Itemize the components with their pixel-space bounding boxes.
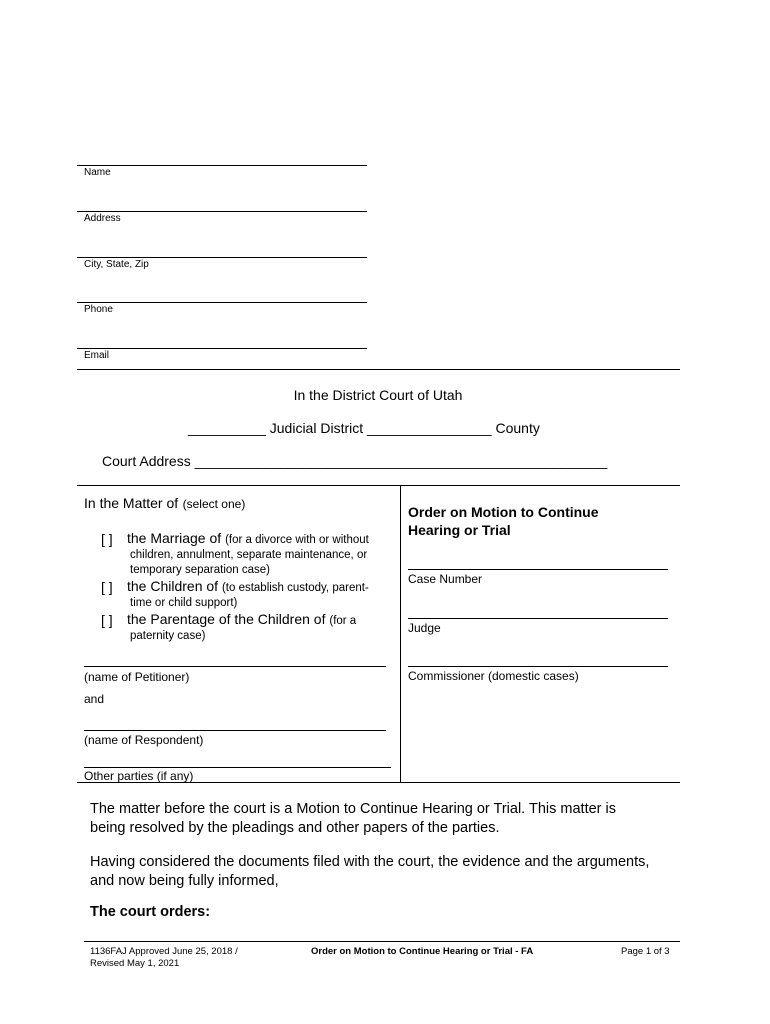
county-blank[interactable]: ________________ [367, 420, 492, 436]
email-label: Email [84, 350, 110, 361]
petitioner-label: (name of Petitioner) [84, 670, 190, 684]
email-line[interactable] [77, 348, 367, 349]
judicial-district-row [188, 420, 540, 436]
option-parentage-note: (for a [329, 615, 357, 627]
footer-divider [84, 941, 680, 942]
commissioner-line[interactable] [408, 666, 668, 667]
footer-title: Order on Motion to Continue Hearing or Trial - FA [311, 946, 534, 957]
checkbox-children[interactable]: [ ] [101, 579, 113, 595]
other-parties-label: Other parties (if any) [84, 769, 194, 783]
footer-form-id-line-1: 1136FAJ Approved June 25, 2018 / [90, 946, 238, 957]
option-marriage-cont-2: temporary separation case) [130, 564, 270, 576]
paragraph-1-line-2: being resolved by the pleadings and other papers of the parties. [90, 820, 500, 836]
court-orders-heading: The court orders: [90, 904, 211, 920]
order-title [408, 503, 599, 539]
and-label: and [84, 692, 105, 706]
matter-heading-text: In the Matter of [84, 495, 179, 511]
option-marriage-note: (for a divorce with or without [225, 534, 369, 546]
matter-heading [84, 495, 245, 513]
judge-line[interactable] [408, 618, 668, 619]
option-children-label: the Children of [127, 578, 219, 594]
option-children-note: (to establish custody, parent- [221, 582, 369, 594]
option-marriage-cont-1: children, annulment, separate maintenance, or [130, 549, 368, 561]
case-number-label: Case Number [408, 572, 483, 586]
respondent-line[interactable] [84, 730, 386, 731]
district-blank[interactable]: __________ [188, 420, 266, 436]
checkbox-marriage[interactable]: [ ] [101, 531, 113, 547]
paragraph-1 [90, 800, 616, 838]
court-address-blank[interactable]: _____________________________________________________ [194, 453, 608, 469]
court-title: In the District Court of Utah [293, 387, 463, 403]
other-parties-line[interactable] [84, 767, 391, 768]
city-state-zip-line[interactable] [77, 257, 367, 258]
paragraph-2-line-2: and now being fully informed, [90, 873, 279, 889]
option-children-cont-1: time or child support) [130, 597, 238, 609]
phone-line[interactable] [77, 302, 367, 303]
option-marriage-label: the Marriage of [127, 530, 222, 546]
paragraph-2-line-1: Having considered the documents filed with the court, the evidence and the arguments, [90, 854, 650, 870]
order-title-line-2: Hearing or Trial [408, 522, 511, 538]
address-label: Address [84, 213, 121, 224]
caption-top-border [77, 485, 680, 486]
petitioner-line[interactable] [84, 666, 386, 667]
option-parentage-cont-1: paternity case) [130, 630, 206, 642]
option-parentage-label: the Parentage of the Children of [127, 611, 326, 627]
checkbox-parentage[interactable]: [ ] [101, 612, 113, 628]
county-label: County [495, 420, 540, 436]
footer-form-id-line-2: Revised May 1, 2021 [90, 958, 180, 969]
caption-divider [400, 485, 401, 782]
paragraph-1-line-1: The matter before the court is a Motion to Continue Hearing or Trial. This matter is [90, 801, 616, 817]
header-divider [77, 369, 680, 370]
paragraph-2 [90, 853, 649, 891]
footer-form-id [90, 946, 238, 970]
commissioner-label: Commissioner (domestic cases) [408, 669, 579, 683]
footer-page-number: Page 1 of 3 [621, 946, 670, 957]
matter-heading-note: (select one) [182, 497, 246, 511]
address-line[interactable] [77, 211, 367, 212]
judge-label: Judge [408, 621, 441, 635]
phone-label: Phone [84, 304, 113, 315]
case-number-line[interactable] [408, 569, 668, 570]
court-address-label: Court Address [102, 453, 191, 469]
respondent-label: (name of Respondent) [84, 733, 204, 747]
court-address-row [102, 453, 607, 469]
judicial-district-label: Judicial District [269, 420, 364, 436]
order-title-line-1: Order on Motion to Continue [408, 504, 599, 520]
name-line[interactable] [77, 165, 367, 166]
name-label: Name [84, 167, 111, 178]
city-state-zip-label: City, State, Zip [84, 259, 149, 270]
